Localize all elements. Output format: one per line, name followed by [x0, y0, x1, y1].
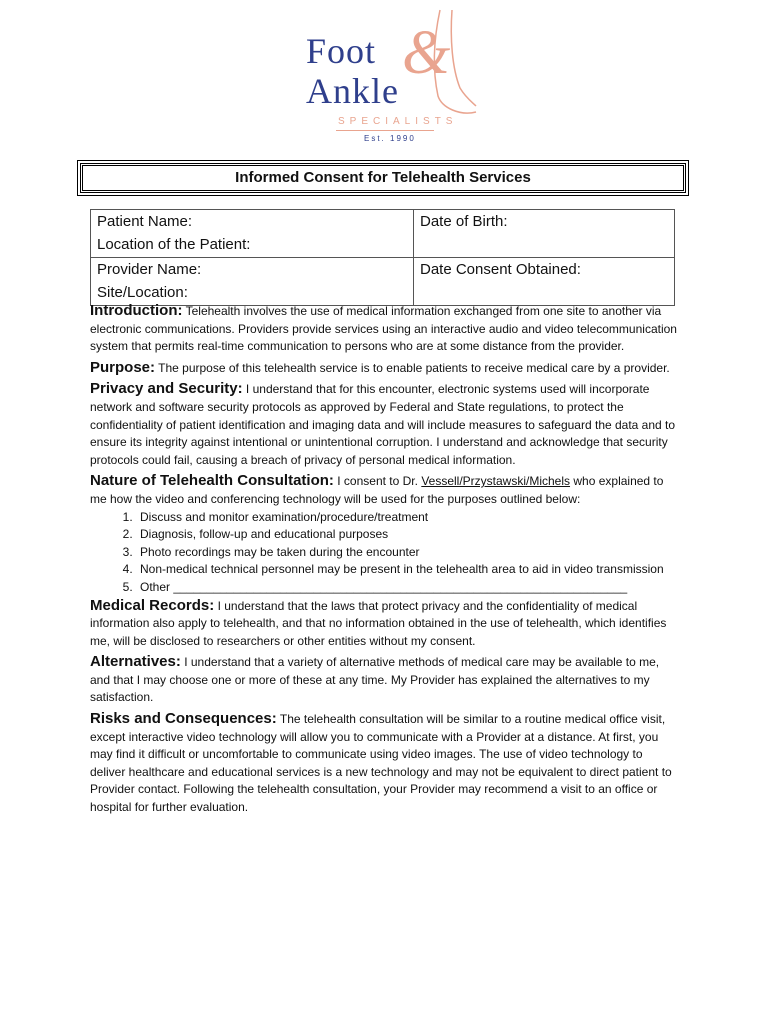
list-item: 4. Non-medical technical personnel may be present in the telehealth area to aid in video transmission [136, 561, 680, 579]
purpose-heading: Purpose: [90, 358, 156, 376]
company-logo [300, 8, 480, 143]
alternatives-heading: Alternatives: [90, 653, 181, 671]
list-item: 5. Other ____________________________________________________________________ [136, 579, 680, 597]
risks-section [90, 710, 680, 817]
list-item: 2. Diagnosis, follow-up and educational purposes [136, 526, 680, 544]
alternatives-text: I understand that a variety of alternative methods of medical care may be available to me, and that I may choose one or more of these at any time. My Provider has explained the alternatives to my satisfaction. [90, 655, 660, 705]
consent-date-cell [414, 258, 675, 306]
risks-heading: Risks and Consequences: [90, 710, 277, 728]
consent-body [90, 302, 680, 820]
patient-name-label: Patient Name: [97, 213, 193, 230]
logo-foot-text: Foot [306, 31, 377, 71]
logo-specialists-text: SPECIALISTS [338, 116, 458, 127]
medical-records-section [90, 597, 680, 651]
foot-outline-icon [420, 8, 480, 128]
privacy-heading: Privacy and Security: [90, 380, 243, 398]
date-of-birth-label: Date of Birth: [420, 213, 508, 230]
logo-ankle-text: Ankle [306, 71, 399, 111]
privacy-text: I understand that for this encounter, electronic systems used will incorporate network and software security protocols as approved by Federal and State regulations, to protect the confidentiality of patient identification and imaging data and will include measures to safeguard the data and to ensure its integrity against intentional or unintentional corruption. I understand and acknowledge that security protocols could fail, causing a breach of privacy of personal medical information. [90, 382, 676, 467]
introduction-heading: Introduction: [90, 302, 183, 319]
medical-records-text: I understand that the laws that protect privacy and the confidentiality of medical information also apply to telehealth, and that no information obtained in the use of telehealth, which identifies me, will be disclosed to researchers or other entities without my consent. [90, 598, 667, 648]
list-item: 3. Photo recordings may be taken during the encounter [136, 544, 680, 562]
medical-records-heading: Medical Records: [90, 596, 215, 614]
patient-info-cell [91, 210, 414, 258]
date-consent-label: Date Consent Obtained: [420, 261, 581, 278]
introduction-text: Telehealth involves the use of medical information exchanged from one site to another via electronic communications. Providers provide services using an interactive audio and video telecommunication system that permits real-time communication to persons who are at some distance from the provider. [90, 304, 677, 354]
document-title: Informed Consent for Telehealth Services [80, 163, 686, 193]
nature-text-start: I consent to Dr. [337, 474, 418, 489]
patient-info-table [90, 209, 675, 306]
provider-name-label: Provider Name: [97, 261, 202, 278]
provider-info-cell [91, 258, 414, 306]
purpose-text: The purpose of this telehealth service is to enable patients to receive medical care by a provider. [158, 360, 670, 375]
list-item: 1. Discuss and monitor examination/procedure/treatment [136, 509, 680, 527]
nature-text-end: who explained to me how the video and conferencing technology will be used for the purposes outlined below: [90, 474, 664, 506]
purpose-section [90, 359, 680, 378]
privacy-section [90, 380, 680, 469]
logo-established-text: Est. 1990 [364, 134, 416, 143]
dob-cell [414, 210, 675, 258]
alternatives-section [90, 653, 680, 707]
nature-heading: Nature of Telehealth Consultation: [90, 472, 334, 490]
nature-section [90, 472, 680, 508]
logo-divider [336, 130, 434, 131]
purpose-list [90, 509, 680, 597]
nature-doctor-names: Vessell/Przystawski/Michels [421, 474, 571, 489]
patient-location-label: Location of the Patient: [97, 235, 251, 253]
site-location-label: Site/Location: [97, 283, 188, 301]
logo-ampersand: & [402, 19, 451, 87]
risks-text: The telehealth consultation will be similar to a routine medical office visit, except interactive video technology will allow you to communicate with a Provider at a distance. At first, you may find it difficult or uncomfortable to communicate using video images. The use of video technology to deliver healthcare and educational services is a new technology and may not be equivalent to direct patient to Provider contact. Following the telehealth consultation, your Provider may recommend a visit to an office or hospital for further evaluation. [90, 712, 672, 815]
introduction-section [90, 302, 680, 356]
